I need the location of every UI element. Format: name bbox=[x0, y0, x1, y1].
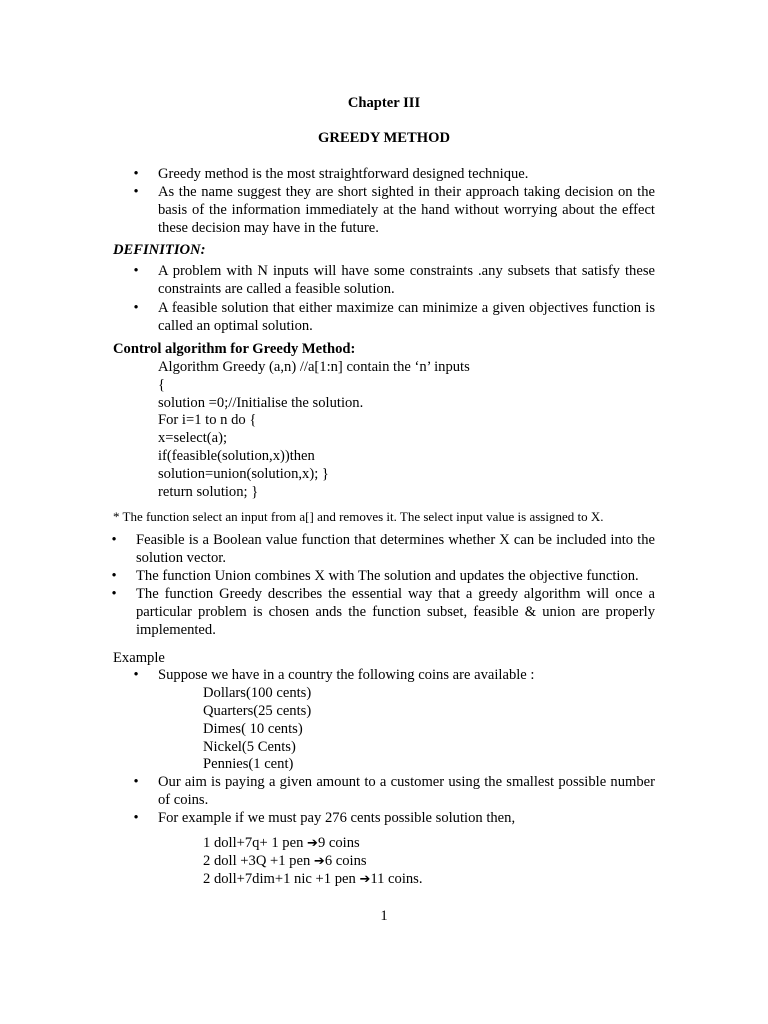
function-bullet-3: The function Greedy describes the essential way that a greedy algorithm will once a particular problem is chosen ands the function subset, feasible & union are properly implemented. bbox=[136, 586, 655, 638]
definition-heading: DEFINITION: bbox=[113, 242, 206, 258]
control-heading: Control algorithm for Greedy Method: bbox=[113, 341, 356, 357]
function-bullet-2: The function Union combines X with The solution and updates the objective function. bbox=[136, 568, 639, 584]
bullet-icon: • bbox=[133, 774, 139, 790]
coin-item: Dimes( 10 cents) bbox=[203, 721, 303, 737]
solution-expr: 2 doll+7dim+1 nic +1 pen bbox=[203, 871, 360, 887]
example-bullet-3: For example if we must pay 276 cents possible solution then, bbox=[158, 810, 516, 826]
page-number: 1 bbox=[380, 908, 388, 924]
example-bullet-2: Our aim is paying a given amount to a customer using the smallest possible number of coins. bbox=[158, 774, 655, 808]
algorithm-line: Algorithm Greedy (a,n) //a[1:n] contain the ‘n’ inputs bbox=[158, 359, 470, 375]
solution-result: 9 coins bbox=[317, 835, 360, 851]
coin-item: Quarters(25 cents) bbox=[203, 703, 312, 719]
bullet-icon: • bbox=[133, 184, 139, 200]
algorithm-line: if(feasible(solution,x))then bbox=[158, 448, 315, 464]
intro-bullet-1: Greedy method is the most straightforward designed technique. bbox=[158, 166, 529, 182]
algorithm-line: solution =0;//Initialise the solution. bbox=[158, 395, 364, 411]
arrow-right-icon: ➔ bbox=[359, 872, 371, 887]
bullet-icon: • bbox=[111, 586, 117, 602]
bullet-icon: • bbox=[133, 667, 139, 683]
algorithm-line: { bbox=[158, 377, 166, 393]
intro-bullet-2: As the name suggest they are short sighted in their approach taking decision on the basis of the information immediately at the hand without worrying about the effect these decision may have in the future. bbox=[158, 184, 655, 236]
algorithm-line: For i=1 to n do { bbox=[158, 412, 257, 428]
solution-result: 6 coins bbox=[324, 853, 367, 869]
bullet-icon: • bbox=[133, 166, 139, 182]
algorithm-line: solution=union(solution,x); } bbox=[158, 466, 329, 482]
solution-line bbox=[203, 834, 360, 853]
solution-line bbox=[203, 852, 367, 871]
arrow-right-icon: ➔ bbox=[313, 854, 325, 869]
coin-item: Dollars(100 cents) bbox=[203, 685, 312, 701]
solution-expr: 2 doll +3Q +1 pen bbox=[203, 853, 314, 869]
example-heading: Example bbox=[113, 650, 165, 666]
algorithm-line: return solution; } bbox=[158, 484, 259, 500]
page-title: GREEDY METHOD bbox=[317, 130, 451, 146]
example-bullet-1: Suppose we have in a country the following coins are available : bbox=[158, 667, 535, 683]
bullet-icon: • bbox=[111, 532, 117, 548]
coin-item: Nickel(5 Cents) bbox=[203, 739, 296, 755]
solution-result: 11 coins. bbox=[370, 871, 423, 887]
bullet-icon: • bbox=[133, 300, 139, 316]
definition-bullet-1: A problem with N inputs will have some constraints .any subsets that satisfy these constraints are called a feasible solution. bbox=[158, 263, 655, 297]
chapter-label: Chapter III bbox=[347, 95, 421, 111]
bullet-icon: • bbox=[133, 263, 139, 279]
function-bullet-1: Feasible is a Boolean value function that determines whether X can be included into the solution vector. bbox=[136, 532, 655, 566]
definition-bullet-2: A feasible solution that either maximize can minimize a given objectives function is called an optimal solution. bbox=[158, 300, 655, 334]
solution-expr: 1 doll+7q+ 1 pen bbox=[203, 835, 308, 851]
coin-item: Pennies(1 cent) bbox=[203, 756, 294, 772]
bullet-icon: • bbox=[133, 810, 139, 826]
bullet-icon: • bbox=[111, 568, 117, 584]
algorithm-line: x=select(a); bbox=[158, 430, 227, 446]
solution-line bbox=[203, 870, 423, 889]
footnote: * The function select an input from a[] and removes it. The select input value is assigned to X. bbox=[113, 509, 604, 524]
arrow-right-icon: ➔ bbox=[307, 836, 318, 851]
